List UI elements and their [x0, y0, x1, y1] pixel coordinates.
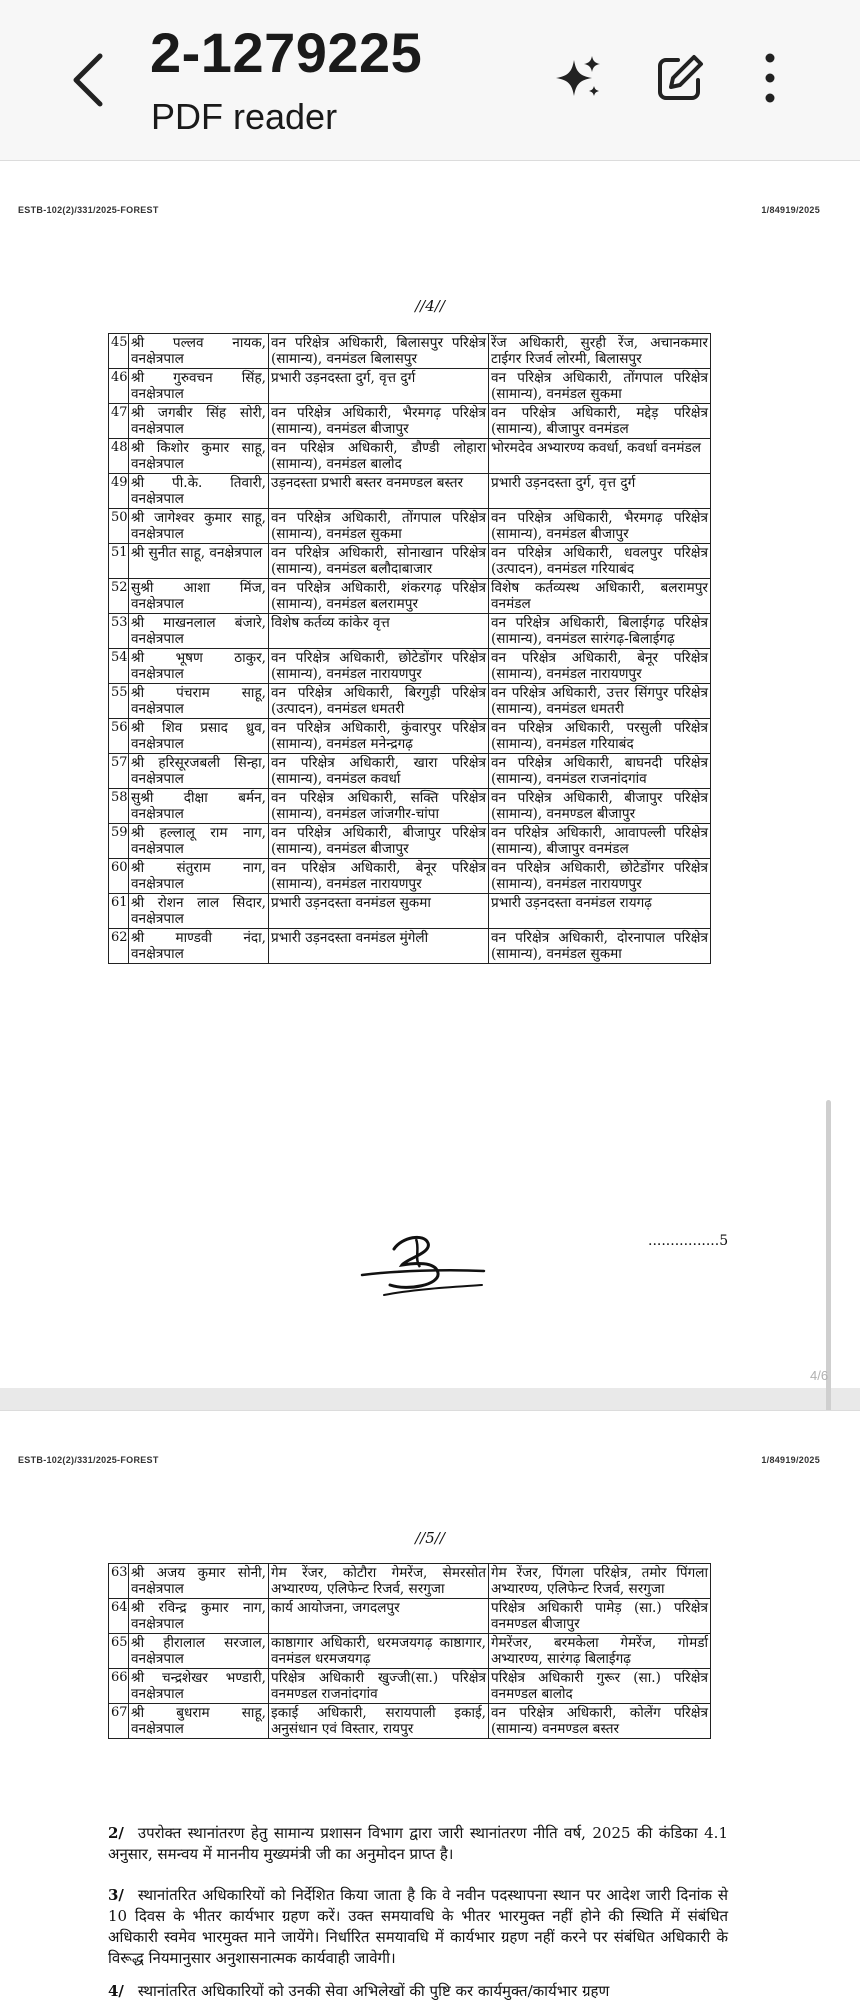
officer-name: श्री चन्द्रशेखर भण्डारी, वनक्षेत्रपाल	[129, 1669, 269, 1704]
current-posting: वन परिक्षेत्र अधिकारी, बीजापुर परिक्षेत्र (सामान्य), वनमंडल बीजापुर	[269, 824, 489, 859]
table-row	[109, 369, 711, 404]
new-posting: वन परिक्षेत्र अधिकारी, कोलेंग परिक्षेत्र (सामान्य) वनमण्डल बस्तर	[489, 1704, 711, 1739]
paragraph	[108, 1981, 728, 2000]
officer-name: श्री जगबीर सिंह सोरी, वनक्षेत्रपाल	[129, 404, 269, 439]
table-row	[109, 579, 711, 614]
serial-number: 63	[109, 1564, 129, 1599]
officer-name: श्री रोशन लाल सिदार, वनक्षेत्रपाल	[129, 894, 269, 929]
paragraph-number: 2/	[108, 1824, 124, 1842]
serial-number: 45	[109, 334, 129, 369]
new-posting: प्रभारी उड़नदस्ता दुर्ग, वृत्त दुर्ग	[489, 474, 711, 509]
table-row	[109, 474, 711, 509]
officer-name: श्री हल्लालू राम नाग, वनक्षेत्रपाल	[129, 824, 269, 859]
new-posting: भोरमदेव अभ्यारण्य कवर्धा, कवर्धा वनमंडल	[489, 439, 711, 474]
table-row	[109, 684, 711, 719]
new-posting: वन परिक्षेत्र अधिकारी, परसुली परिक्षेत्र (सामान्य), वनमंडल गरियाबंद	[489, 719, 711, 754]
current-posting: वन परिक्षेत्र अधिकारी, सोनाखान परिक्षेत्र (सामान्य), वनमंडल बलौदाबाजार	[269, 544, 489, 579]
table-row	[109, 614, 711, 649]
table-row	[109, 824, 711, 859]
table-row	[109, 509, 711, 544]
table-row	[109, 894, 711, 929]
table-row	[109, 439, 711, 474]
current-posting: वन परिक्षेत्र अधिकारी, खारा परिक्षेत्र (सामान्य), वनमंडल कवर्धा	[269, 754, 489, 789]
officer-name: सुश्री आशा मिंज, वनक्षेत्रपाल	[129, 579, 269, 614]
continued-marker: ................5	[648, 1233, 729, 1249]
serial-number: 56	[109, 719, 129, 754]
signature-icon	[354, 1219, 494, 1309]
transfer-table	[108, 1563, 711, 1739]
officer-name: श्री संतुराम नाग, वनक्षेत्रपाल	[129, 859, 269, 894]
paragraph-text: स्थानांतरित अधिकारियों को उनकी सेवा अभिलेखों की पुष्टि कर कार्यमुक्त/कार्यभार ग्रहण	[137, 1982, 610, 2000]
table-row	[109, 1669, 711, 1704]
page-number-label: //4//	[415, 297, 445, 315]
current-posting: वन परिक्षेत्र अधिकारी, तोंगपाल परिक्षेत्र (सामान्य), वनमंडल सुकमा	[269, 509, 489, 544]
serial-number: 53	[109, 614, 129, 649]
current-posting: उड़नदस्ता प्रभारी बस्तर वनमण्डल बस्तर	[269, 474, 489, 509]
serial-number: 61	[109, 894, 129, 929]
pdf-page	[0, 1410, 860, 2000]
officer-name: श्री अजय कुमार सोनी, वनक्षेत्रपाल	[129, 1564, 269, 1599]
table-row	[109, 544, 711, 579]
current-posting: वन परिक्षेत्र अधिकारी, बिरगुड़ी परिक्षेत्र (उत्पादन), वनमंडल धमतरी	[269, 684, 489, 719]
officer-name: श्री हीरालाल सरजाल, वनक्षेत्रपाल	[129, 1634, 269, 1669]
table-row	[109, 1599, 711, 1634]
table-row	[109, 1634, 711, 1669]
file-reference: ESTB-102(2)/331/2025-FOREST	[18, 1455, 159, 1465]
serial-number: 67	[109, 1704, 129, 1739]
app-subtitle: PDF reader	[151, 96, 338, 137]
current-posting: विशेष कर्तव्य कांकेर वृत्त	[269, 614, 489, 649]
more-options-icon[interactable]	[744, 52, 796, 104]
serial-number: 59	[109, 824, 129, 859]
officer-name: श्री माखनलाल बंजारे, वनक्षेत्रपाल	[129, 614, 269, 649]
transfer-table	[108, 333, 711, 964]
table-row	[109, 334, 711, 369]
officer-name: श्री सुनीत साहू, वनक्षेत्रपाल	[129, 544, 269, 579]
table-row	[109, 649, 711, 684]
table-row	[109, 719, 711, 754]
officer-name: सुश्री दीक्षा बर्मन, वनक्षेत्रपाल	[129, 789, 269, 824]
officer-name: श्री किशोर कुमार साहू, वनक्षेत्रपाल	[129, 439, 269, 474]
officer-name: श्री रविन्द्र कुमार नाग, वनक्षेत्रपाल	[129, 1599, 269, 1634]
table-row	[109, 754, 711, 789]
current-posting: गेम रेंजर, कोटौरा गेमरेंज, सेमरसोत अभ्यारण्य, एलिफेन्ट रिजर्व, सरगुजा	[269, 1564, 489, 1599]
current-posting: वन परिक्षेत्र अधिकारी, भैरमगढ़ परिक्षेत्र (सामान्य), वनमंडल बीजापुर	[269, 404, 489, 439]
new-posting: वन परिक्षेत्र अधिकारी, आवापल्ली परिक्षेत्र (सामान्य), बीजापुर वनमंडल	[489, 824, 711, 859]
new-posting: वन परिक्षेत्र अधिकारी, बेनूर परिक्षेत्र (सामान्य), वनमंडल नारायणपुर	[489, 649, 711, 684]
receipt-number: 1/84919/2025	[761, 205, 820, 215]
paragraph	[108, 1885, 728, 1969]
new-posting: रेंज अधिकारी, सुरही रेंज, अचानकमार टाईगर रिजर्व लोरमी, बिलासपुर	[489, 334, 711, 369]
serial-number: 62	[109, 929, 129, 964]
officer-name: श्री पंचराम साहू, वनक्षेत्रपाल	[129, 684, 269, 719]
page-number-label: //5//	[415, 1529, 445, 1547]
paragraph-text: उपरोक्त स्थानांतरण हेतु सामान्य प्रशासन विभाग द्वारा जारी स्थानांतरण नीति वर्ष, 2025 की कंडिका 4.1 अनुसार, समन्वय में माननीय मुख्यमंत्री जी का अनुमोदन प्राप्त है।	[108, 1824, 728, 1863]
serial-number: 55	[109, 684, 129, 719]
officer-name: श्री माण्डवी नंदा, वनक्षेत्रपाल	[129, 929, 269, 964]
current-posting: प्रभारी उड़नदस्ता वनमंडल मुंगेली	[269, 929, 489, 964]
serial-number: 65	[109, 1634, 129, 1669]
serial-number: 64	[109, 1599, 129, 1634]
table-row	[109, 1704, 711, 1739]
officer-name: श्री जागेश्वर कुमार साहू, वनक्षेत्रपाल	[129, 509, 269, 544]
sparkle-ai-icon[interactable]	[552, 52, 604, 104]
current-posting: प्रभारी उड़नदस्ता दुर्ग, वृत्त दुर्ग	[269, 369, 489, 404]
table-row	[109, 859, 711, 894]
officer-name: श्री बुधराम साहू, वनक्षेत्रपाल	[129, 1704, 269, 1739]
current-posting: वन परिक्षेत्र अधिकारी, कुंवारपुर परिक्षेत्र (सामान्य), वनमंडल मनेन्द्रगढ़	[269, 719, 489, 754]
new-posting: वन परिक्षेत्र अधिकारी, धवलपुर परिक्षेत्र (उत्पादन), वनमंडल गरियाबंद	[489, 544, 711, 579]
serial-number: 48	[109, 439, 129, 474]
officer-name: श्री शिव प्रसाद ध्रुव, वनक्षेत्रपाल	[129, 719, 269, 754]
new-posting: वन परिक्षेत्र अधिकारी, दोरनापाल परिक्षेत्र (सामान्य), वनमंडल सुकमा	[489, 929, 711, 964]
officer-name: श्री गुरुवचन सिंह, वनक्षेत्रपाल	[129, 369, 269, 404]
current-posting: वन परिक्षेत्र अधिकारी, बेनूर परिक्षेत्र (सामान्य), वनमंडल नारायणपुर	[269, 859, 489, 894]
serial-number: 47	[109, 404, 129, 439]
current-posting: वन परिक्षेत्र अधिकारी, छोटेडोंगर परिक्षेत्र (सामान्य), वनमंडल नारायणपुर	[269, 649, 489, 684]
current-posting: वन परिक्षेत्र अधिकारी, शंकरगढ़ परिक्षेत्र (सामान्य), वनमंडल बलरामपुर	[269, 579, 489, 614]
paragraph-number: 3/	[108, 1886, 124, 1904]
serial-number: 49	[109, 474, 129, 509]
back-arrow-icon[interactable]	[66, 50, 114, 110]
officer-name: श्री हरिसूरजबली सिन्हा, वनक्षेत्रपाल	[129, 754, 269, 789]
page-indicator: 4/6	[810, 1368, 829, 1383]
current-posting: इकाई अधिकारी, सरायपाली इकाई, अनुसंधान एवं विस्तार, रायपुर	[269, 1704, 489, 1739]
new-posting: परिक्षेत्र अधिकारी गुरूर (सा.) परिक्षेत्र वनमण्डल बालोद	[489, 1669, 711, 1704]
serial-number: 46	[109, 369, 129, 404]
new-posting: गेमरेंजर, बरमकेला गेमरेंज, गोमर्डा अभ्यारण्य, सारंगढ़ बिलाईगढ़	[489, 1634, 711, 1669]
new-posting: वन परिक्षेत्र अधिकारी, तोंगपाल परिक्षेत्र (सामान्य), वनमंडल सुकमा	[489, 369, 711, 404]
serial-number: 60	[109, 859, 129, 894]
paragraph-number: 4/	[108, 1982, 124, 2000]
app-bar	[0, 0, 860, 160]
serial-number: 52	[109, 579, 129, 614]
serial-number: 51	[109, 544, 129, 579]
serial-number: 50	[109, 509, 129, 544]
new-posting: वन परिक्षेत्र अधिकारी, मद्देड़ परिक्षेत्र (सामान्य), बीजापुर वनमंडल	[489, 404, 711, 439]
serial-number: 54	[109, 649, 129, 684]
new-posting: प्रभारी उड़नदस्ता वनमंडल रायगढ़	[489, 894, 711, 929]
current-posting: वन परिक्षेत्र अधिकारी, सक्ति परिक्षेत्र (सामान्य), वनमंडल जांजगीर-चांपा	[269, 789, 489, 824]
page-gap	[0, 1388, 860, 1410]
table-row	[109, 929, 711, 964]
officer-name: श्री पी.के. तिवारी, वनक्षेत्रपाल	[129, 474, 269, 509]
current-posting: कार्य आयोजना, जगदलपुर	[269, 1599, 489, 1634]
current-posting: प्रभारी उड़नदस्ता वनमंडल सुकमा	[269, 894, 489, 929]
table-row	[109, 1564, 711, 1599]
new-posting: वन परिक्षेत्र अधिकारी, बाघनदी परिक्षेत्र (सामान्य), वनमंडल राजनांदगांव	[489, 754, 711, 789]
edit-icon[interactable]	[654, 52, 706, 104]
new-posting: गेम रेंजर, पिंगला परिक्षेत्र, तमोर पिंगला अभ्यारण्य, एलिफेन्ट रिजर्व, सरगुजा	[489, 1564, 711, 1599]
pdf-page	[0, 160, 860, 1388]
paragraph	[108, 1823, 728, 1865]
table-row	[109, 789, 711, 824]
new-posting: परिक्षेत्र अधिकारी पामेड़ (सा.) परिक्षेत्र वनमण्डल बीजापुर	[489, 1599, 711, 1634]
new-posting: वन परिक्षेत्र अधिकारी, छोटेडोंगर परिक्षेत्र (सामान्य), वनमंडल नारायणपुर	[489, 859, 711, 894]
receipt-number: 1/84919/2025	[761, 1455, 820, 1465]
current-posting: वन परिक्षेत्र अधिकारी, डौण्डी लोहारा (सामान्य), वनमंडल बालोद	[269, 439, 489, 474]
table-row	[109, 404, 711, 439]
new-posting: वन परिक्षेत्र अधिकारी, बीजापुर परिक्षेत्र (सामान्य), वनमण्डल बीजापुर	[489, 789, 711, 824]
new-posting: वन परिक्षेत्र अधिकारी, भैरमगढ़ परिक्षेत्र (सामान्य), वनमंडल बीजापुर	[489, 509, 711, 544]
serial-number: 57	[109, 754, 129, 789]
paragraph-text: स्थानांतरित अधिकारियों को निर्देशित किया जाता है कि वे नवीन पदस्थापना स्थान पर आदेश जारी दिनांक से 10 दिवस के भीतर कार्यभार ग्रहण करें। उक्त समयावधि के भीतर भारमुक्त नहीं होने की स्थिति में संबंधित अधिकारी स्वमेव भारमुक्त माने जायेंगे। निर्धारित समयावधि में कार्यभार ग्रहण नहीं करने पर संबंधित अधिकारी के विरूद्ध नियमानुसार अनुशासनात्मक कार्यवाही जावेगी।	[108, 1886, 728, 1967]
officer-name: श्री भूषण ठाकुर, वनक्षेत्रपाल	[129, 649, 269, 684]
document-title: 2-1279225	[150, 21, 423, 84]
officer-name: श्री पल्लव नायक, वनक्षेत्रपाल	[129, 334, 269, 369]
new-posting: वन परिक्षेत्र अधिकारी, बिलाईगढ़ परिक्षेत्र (सामान्य), वनमंडल सारंगढ़-बिलाईगढ़	[489, 614, 711, 649]
current-posting: वन परिक्षेत्र अधिकारी, बिलासपुर परिक्षेत्र (सामान्य), वनमंडल बिलासपुर	[269, 334, 489, 369]
serial-number: 66	[109, 1669, 129, 1704]
new-posting: विशेष कर्तव्यस्थ अधिकारी, बलरामपुर वनमंडल	[489, 579, 711, 614]
new-posting: वन परिक्षेत्र अधिकारी, उत्तर सिंगपुर परिक्षेत्र (सामान्य), वनमंडल धमतरी	[489, 684, 711, 719]
serial-number: 58	[109, 789, 129, 824]
current-posting: काष्ठागार अधिकारी, धरमजयगढ़ काष्ठागार, वनमंडल धरमजयगढ़	[269, 1634, 489, 1669]
current-posting: परिक्षेत्र अधिकारी खुज्जी(सा.) परिक्षेत्र वनमण्डल राजनांदगांव	[269, 1669, 489, 1704]
file-reference: ESTB-102(2)/331/2025-FOREST	[18, 205, 159, 215]
